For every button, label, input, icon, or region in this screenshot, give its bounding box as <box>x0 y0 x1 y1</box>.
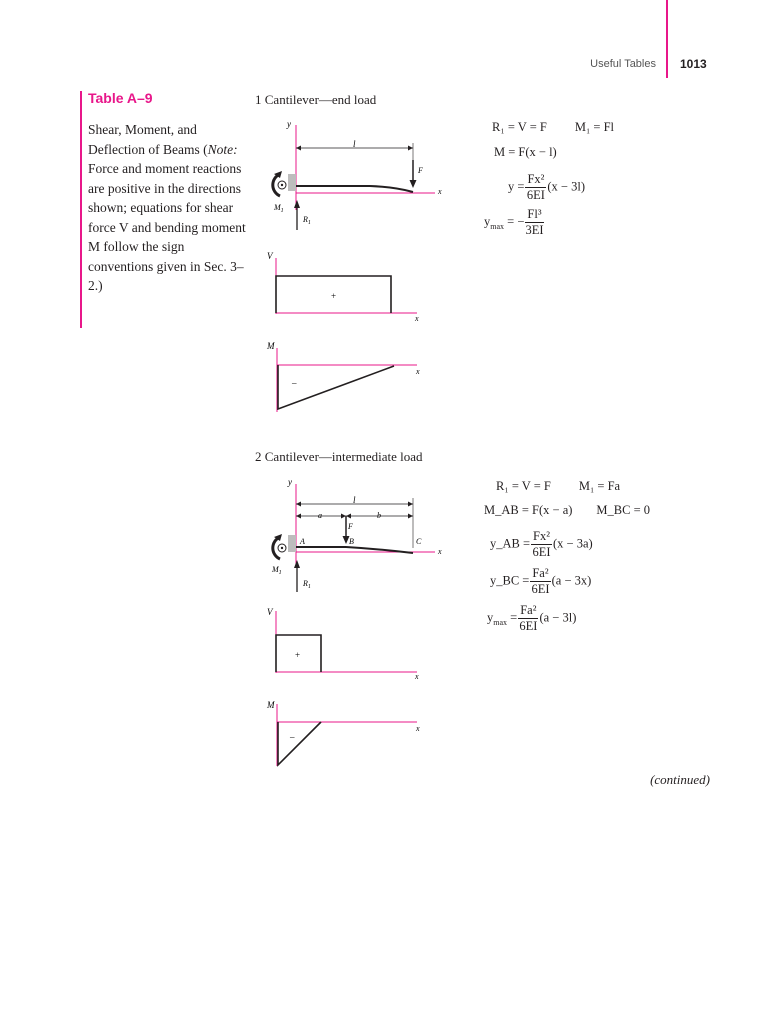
y-axis-label: y <box>288 477 292 487</box>
case-2-max-deflection-eq: $y_{max}$ = $\frac{\text{Fa²}}{6EI}$ (a − 3l) <box>487 603 577 633</box>
moment-center-dot <box>281 547 283 549</box>
case-2-moment-diagram <box>262 698 432 773</box>
note-text: Force and moment reactions are positive in the directions shown; equations for shear force V and bending moment M follow the sign conventions given in Sec. 3–2.) <box>88 161 246 293</box>
moment-x-label: x <box>416 367 420 376</box>
case-2-title: 2 Cantilever—intermediate load <box>255 449 423 464</box>
case-1-reactions: R₁ = V = F M₁ = Fl <box>492 120 615 134</box>
note-label: Note: <box>207 141 238 157</box>
moment-sign: – <box>292 378 297 388</box>
moment-axis-label: M <box>267 700 275 710</box>
moment-reaction-label: $M_1$ <box>274 203 284 214</box>
case-2-moment-eqs: M_AB = F(x − a) M_BC = 0 <box>484 503 650 517</box>
moment-arrow <box>273 174 280 196</box>
case-1-moment-eq: M = F(x − l) <box>494 145 557 159</box>
fixed-support <box>288 174 296 191</box>
case-1-beam-diagram <box>250 110 460 230</box>
case-2-reactions: R₁ = V = F M₁ = Fa <box>496 479 621 493</box>
moment-arrow <box>273 537 280 559</box>
sidebar-rule <box>80 91 82 328</box>
moment-reaction-label: $M_1$ <box>272 565 282 576</box>
table-caption: Shear, Moment, and Deflection of Beams (Note: Force and moment reactions are positive in the directions shown; equations for shear force V and bending moment M follow the sign conventions given in Sec. 3–2.) <box>88 122 246 293</box>
case-1-deflection-eq: y = $\frac{\text{Fx²}}{6EI}$ (x − 3l) <box>508 172 585 202</box>
length-label: l <box>353 139 356 149</box>
shear-sign: + <box>331 291 337 301</box>
moment-curve <box>278 722 321 765</box>
shear-sign: + <box>295 650 301 660</box>
case-2-deflection-ab-eq: y_AB = $\frac{\text{Fx²}}{6EI}$ (x − 3a) <box>490 529 593 559</box>
case-1-shear-diagram <box>262 250 432 330</box>
header-rule <box>666 0 668 78</box>
moment-center-dot <box>281 184 283 186</box>
case-2-deflection-bc-eq: y_BC = $\frac{\text{Fa²}}{6EI}$ (a − 3x) <box>490 566 592 596</box>
length-label: l <box>353 495 356 505</box>
load-arrow-head <box>410 180 417 188</box>
shear-x-label: x <box>415 672 419 681</box>
shear-axis-label: V <box>267 251 273 261</box>
fixed-support <box>288 535 296 552</box>
shear-x-label: x <box>415 314 419 323</box>
case-1-title: 1 Cantilever—end load <box>255 92 377 107</box>
a-label: a <box>318 511 322 520</box>
point-c-label: C <box>416 537 422 546</box>
page-number: 1013 <box>680 57 707 71</box>
table-label: Table A–9 <box>88 90 153 106</box>
deflected-beam <box>370 186 413 192</box>
case-1-moment-diagram <box>262 340 432 420</box>
case-1-max-deflection-eq: $y_{max}$ = − $\frac{\text{Fl³}}{3EI}$ <box>484 207 544 237</box>
moment-sign: – <box>290 732 295 742</box>
point-b-label: B <box>349 537 354 546</box>
load-label: F <box>418 166 423 175</box>
table-title: Shear, Moment, and Deflection of Beams <box>88 122 200 157</box>
b-label: b <box>377 511 381 520</box>
reaction-label: $R_1$ <box>303 215 311 226</box>
case-2-beam-diagram <box>250 472 460 597</box>
y-axis-label: y <box>287 119 291 129</box>
point-a-label: A <box>300 537 305 546</box>
case-2-shear-diagram <box>262 605 432 685</box>
moment-x-label: x <box>416 724 420 733</box>
load-label: F <box>348 522 353 531</box>
reaction-label: $R_1$ <box>303 579 311 590</box>
shear-axis-label: V <box>267 607 273 617</box>
running-header: Useful Tables <box>590 58 656 70</box>
reaction-arrow-head <box>294 200 300 208</box>
moment-axis-label: M <box>267 341 275 351</box>
x-axis-label: x <box>438 187 442 196</box>
x-axis-label: x <box>438 547 442 556</box>
continued-note: (continued) <box>650 772 710 787</box>
reaction-arrow-head <box>294 560 300 568</box>
